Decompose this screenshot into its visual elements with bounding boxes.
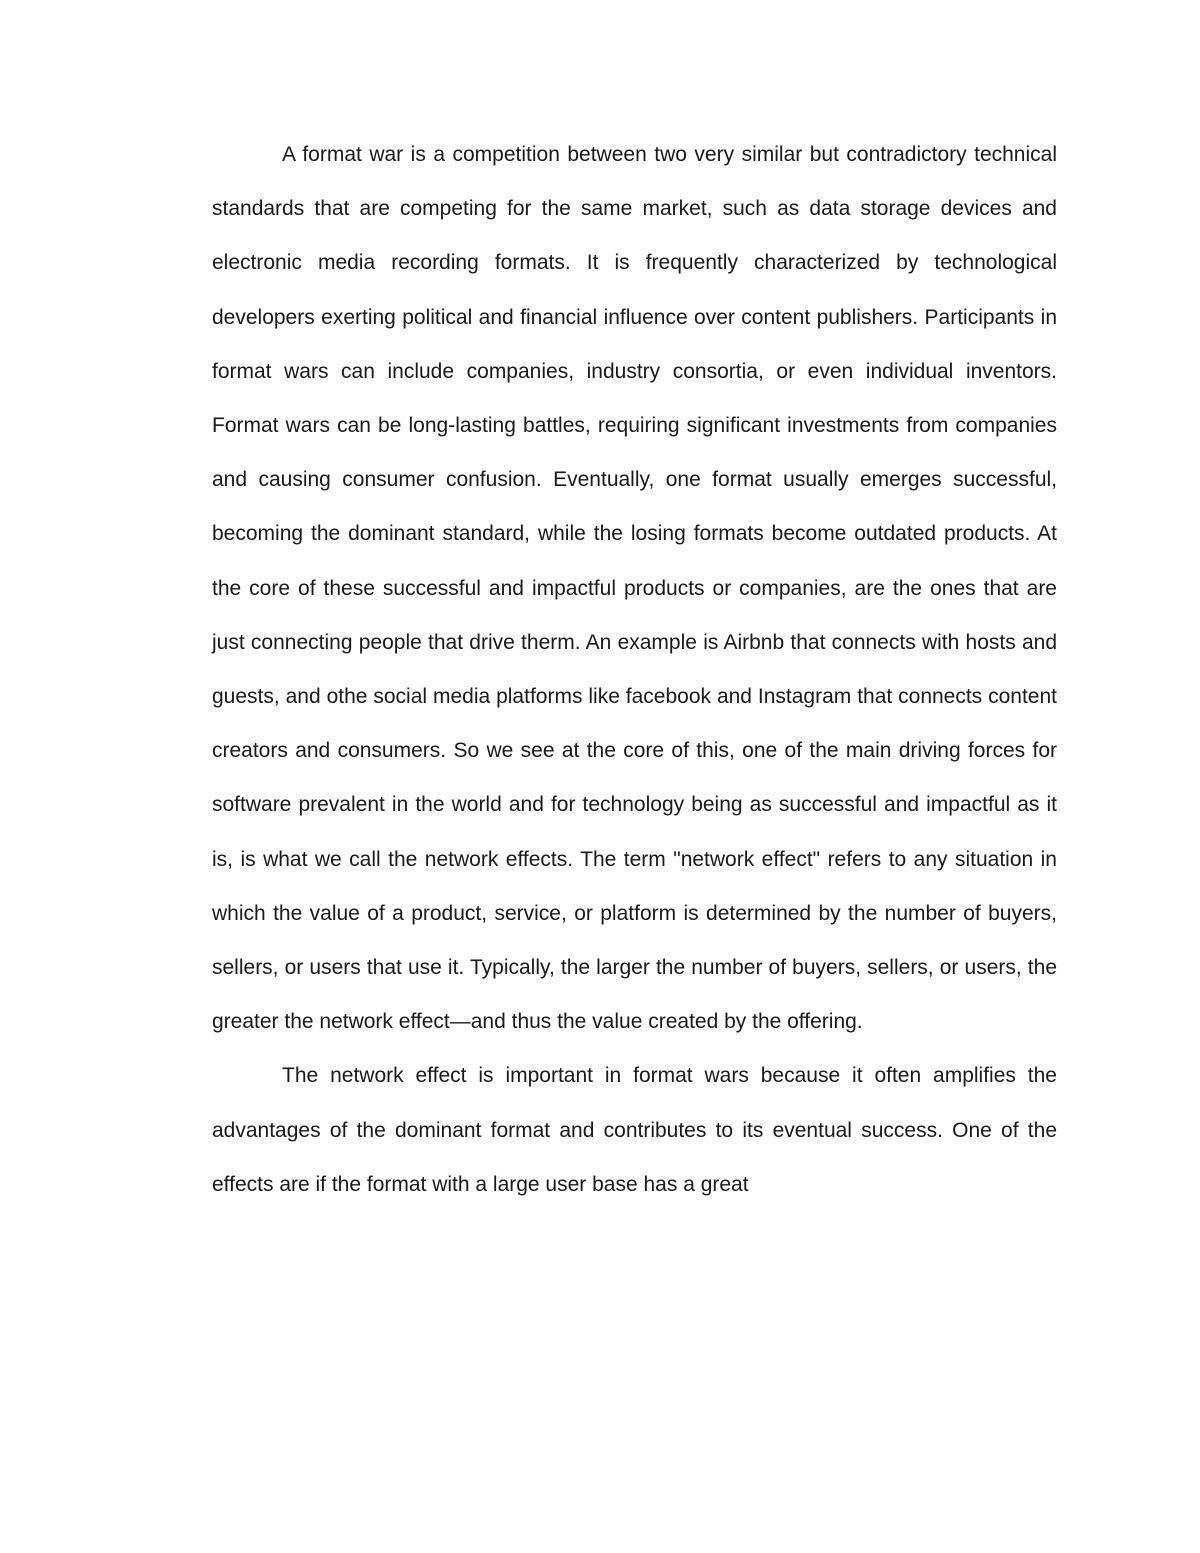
paragraph-1: A format war is a competition between two very similar but contradictory technical standards that are competing for the same market, such as data storage devices and electronic media recording formats. It is frequently characterized by technological developers exerting political and financial influence over content publishers. Participants in format wars can include companies, industry consortia, or even individual inventors. Format wars can be long-lasting battles, requiring significant investments from companies and causing consumer confusion. Eventually, one format usually emerges successful, becoming the dominant standard, while the losing formats become outdated products. At the core of these successful and impactful products or companies, are the ones that are just connecting people that drive therm. An example is Airbnb that connects with hosts and guests, and othe social media platforms like facebook and Instagram that connects content creators and consumers. So we see at the core of this, one of the main driving forces for software prevalent in the world and for technology being as successful and impactful as it is, is what we call the network effects. The term "network effect" refers to any situation in which the value of a product, service, or platform is determined by the number of buyers, sellers, or users that use it. Typically, the larger the number of buyers, sellers, or users, the greater the network effect—and thus the value created by the offering.	[212, 143, 1057, 1034]
paragraph-2: The network effect is important in format wars because it often amplifies the advantages of the dominant format and contributes to its eventual success. One of the effects are if the format with a large user base has a great	[212, 1064, 1057, 1196]
body-text	[212, 128, 1057, 1212]
